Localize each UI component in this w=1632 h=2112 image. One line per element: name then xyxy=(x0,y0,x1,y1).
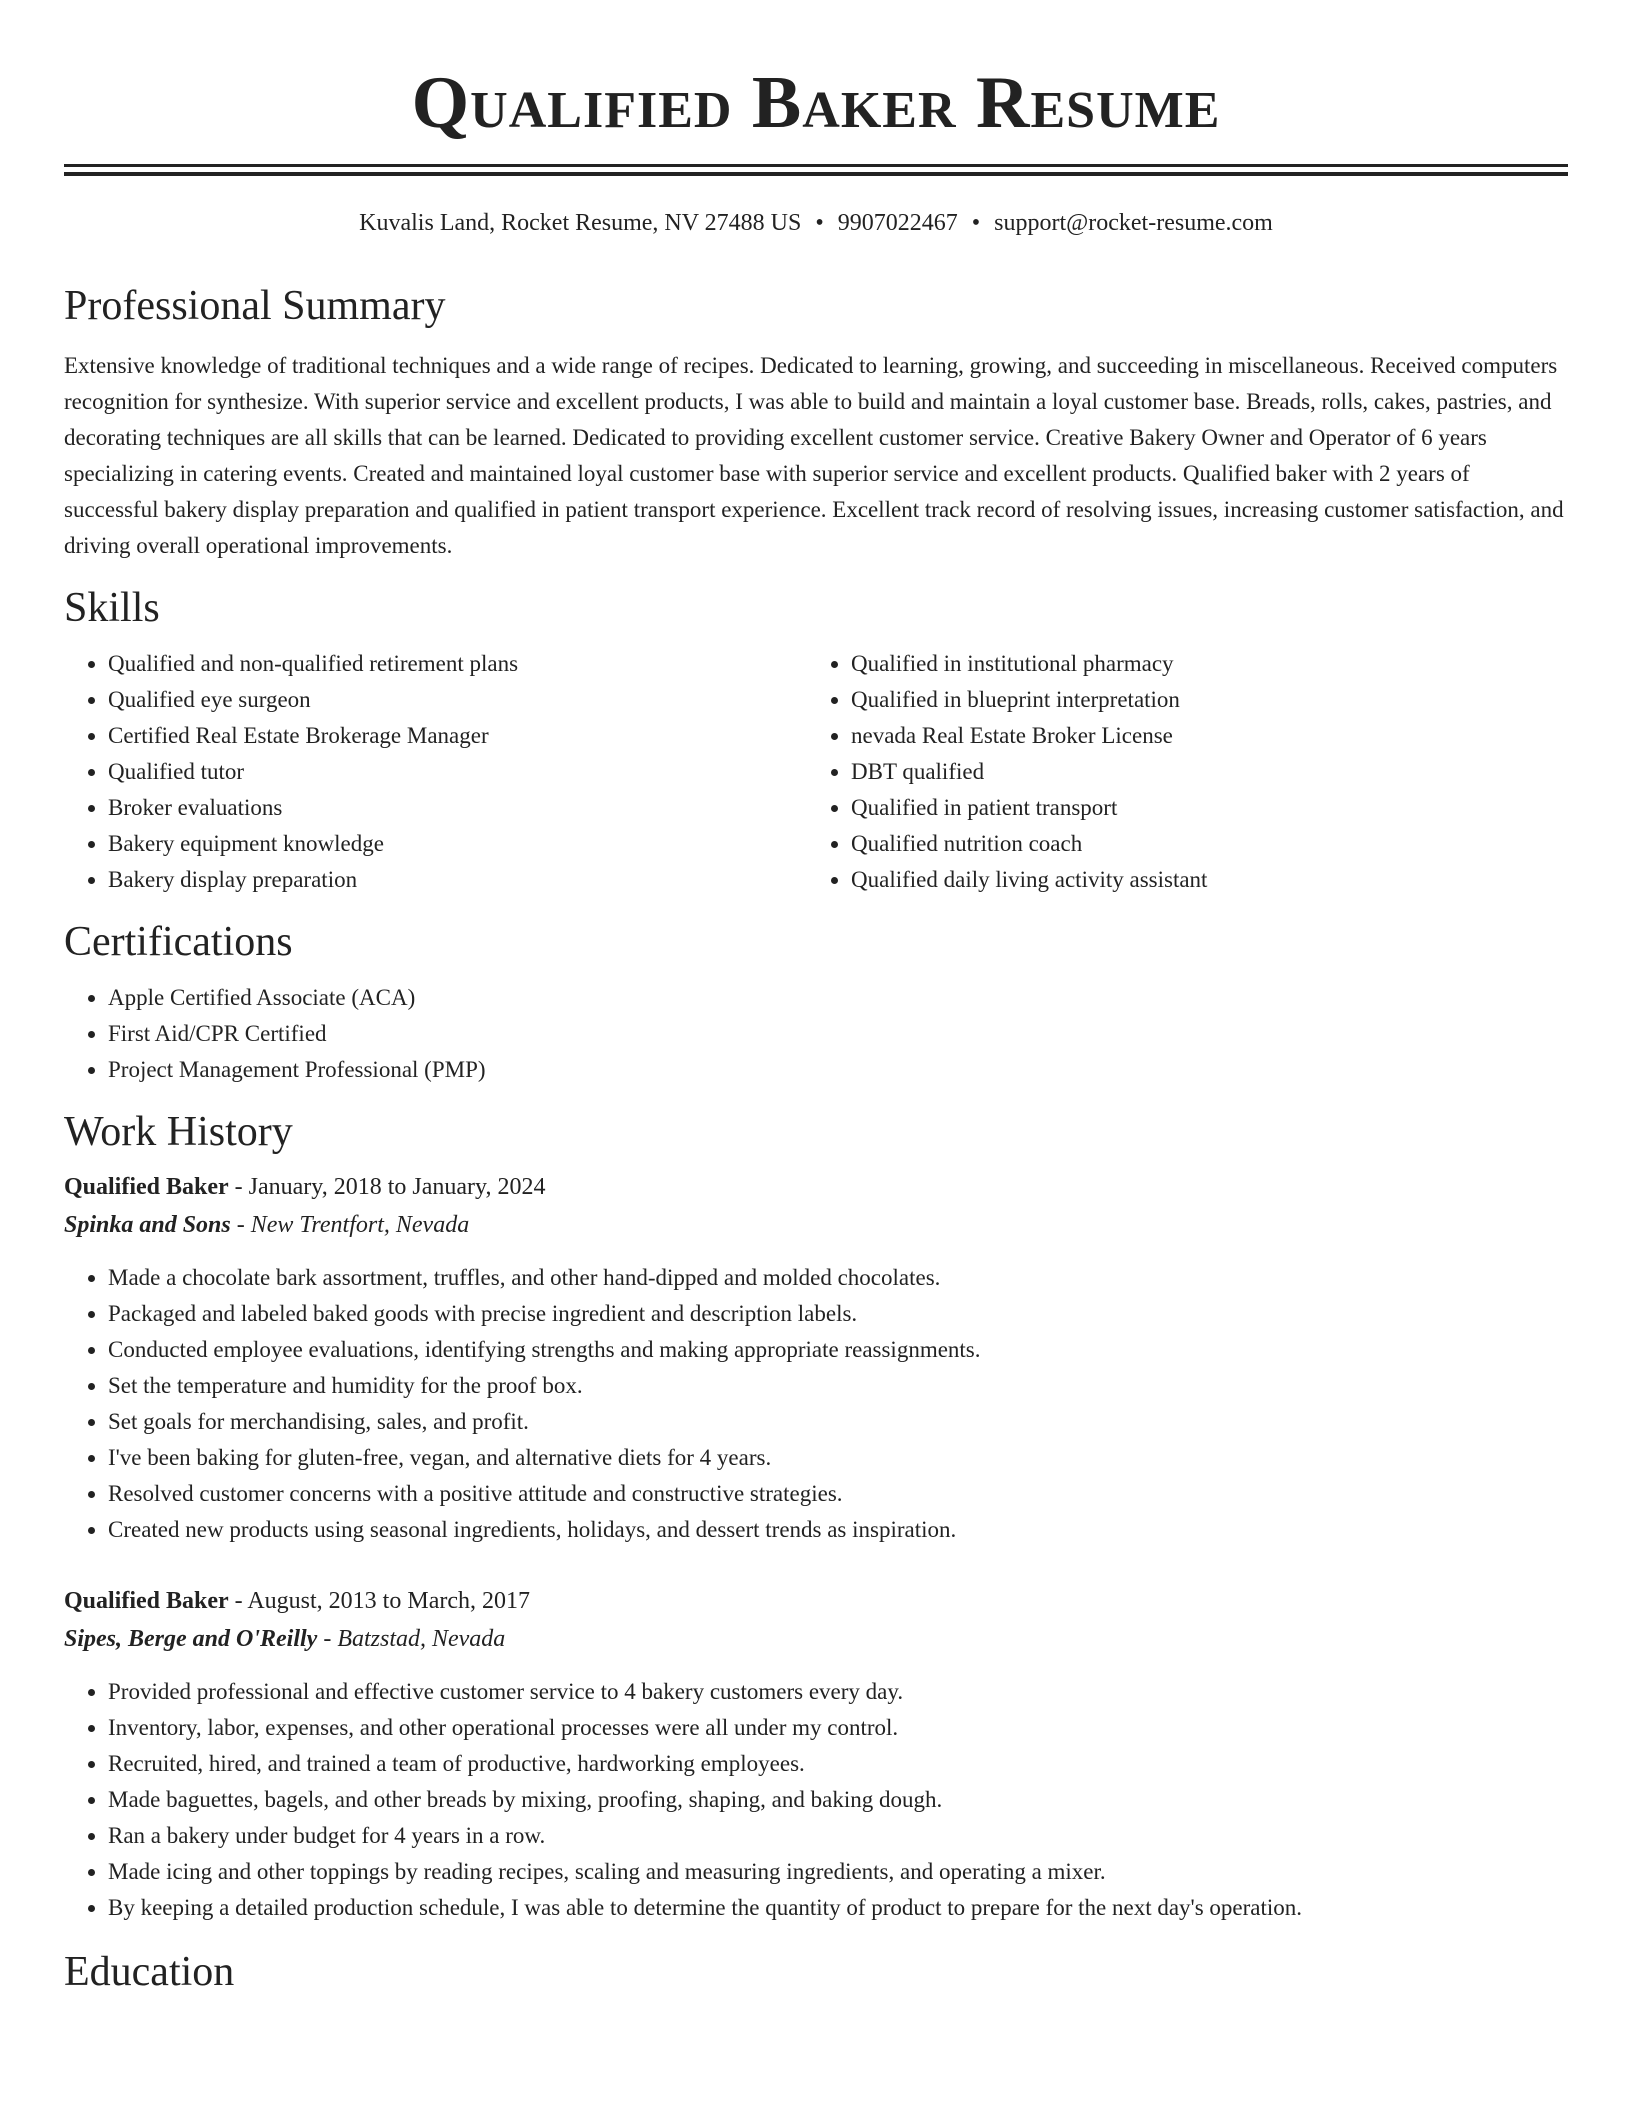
certifications-section xyxy=(64,916,1568,1088)
job-company: Sipes, Berge and O'Reilly xyxy=(64,1626,318,1652)
job-header xyxy=(64,1168,1568,1206)
job-bullet: • I've been baking for gluten-free, vegan, and alternative diets for 4 years. xyxy=(108,1440,1568,1476)
summary-section xyxy=(64,280,1568,564)
certifications-heading: Certifications xyxy=(64,919,293,965)
resume-title: Qualified Baker Resume xyxy=(411,62,1221,144)
job-title: Qualified Baker xyxy=(64,1588,229,1614)
job-bullet: • Resolved customer concerns with a positive attitude and constructive strategies. xyxy=(108,1476,1568,1512)
skill-item: • Qualified tutor xyxy=(108,754,807,790)
job-company-line xyxy=(64,1206,1568,1244)
job-company-line xyxy=(64,1620,1568,1658)
skills-right-column xyxy=(807,646,1550,898)
skills-list-left xyxy=(64,646,807,898)
skill-item: • Bakery display preparation xyxy=(108,862,807,898)
job-entry xyxy=(64,1168,1568,1548)
skill-item: • Qualified daily living activity assistant xyxy=(851,862,1550,898)
skill-item: • Certified Real Estate Brokerage Manager xyxy=(108,718,807,754)
title-divider-bottom xyxy=(64,172,1568,176)
contact-separator: • xyxy=(971,210,981,236)
job-bullet: • Made icing and other toppings by reading recipes, scaling and measuring ingredients, and operating a mixer. xyxy=(108,1854,1568,1890)
job-bullet: • Set goals for merchandising, sales, and profit. xyxy=(108,1404,1568,1440)
job-bullet: • By keeping a detailed production schedule, I was able to determine the quantity of product to prepare for the next day's operation. xyxy=(108,1890,1568,1926)
skills-heading: Skills xyxy=(64,585,160,631)
certification-item: • Project Management Professional (PMP) xyxy=(108,1052,1568,1088)
skills-list-right xyxy=(807,646,1550,898)
contact-email: support@rocket-resume.com xyxy=(994,210,1273,236)
work-history-section xyxy=(64,1106,1568,1926)
contact-address: Kuvalis Land, Rocket Resume, NV 27488 US xyxy=(359,210,802,236)
job-bullet: • Created new products using seasonal ingredients, holidays, and dessert trends as inspiration. xyxy=(108,1512,1568,1548)
contact-separator: • xyxy=(815,210,824,236)
job-bullet: • Packaged and labeled baked goods with precise ingredient and description labels. xyxy=(108,1296,1568,1332)
job-location: - New Trentfort, Nevada xyxy=(230,1212,470,1238)
job-bullet: • Made a chocolate bark assortment, truffles, and other hand-dipped and molded chocolates. xyxy=(108,1260,1568,1296)
job-bullet: • Inventory, labor, expenses, and other operational processes were all under my control. xyxy=(108,1710,1568,1746)
skills-columns xyxy=(64,646,1568,898)
skills-left-column xyxy=(64,646,807,898)
job-bullets xyxy=(64,1260,1568,1548)
certification-item: • First Aid/CPR Certified xyxy=(108,1016,1568,1052)
job-dates: - January, 2018 to January, 2024 xyxy=(228,1174,546,1200)
skills-section xyxy=(64,582,1568,898)
skill-item: • Qualified nutrition coach xyxy=(851,826,1550,862)
job-bullet: • Recruited, hired, and trained a team of productive, hardworking employees. xyxy=(108,1746,1568,1782)
job-company: Spinka and Sons xyxy=(64,1212,231,1238)
skill-item: • Qualified in blueprint interpretation xyxy=(851,682,1550,718)
skill-item: • Qualified eye surgeon xyxy=(108,682,807,718)
certifications-list xyxy=(64,980,1568,1088)
title-divider-top xyxy=(64,164,1568,167)
contact-phone: 9907022467 xyxy=(837,210,958,236)
job-bullet: • Ran a bakery under budget for 4 years in a row. xyxy=(108,1818,1568,1854)
skill-item: • nevada Real Estate Broker License xyxy=(851,718,1550,754)
summary-text: Extensive knowledge of traditional techniques and a wide range of recipes. Dedicated to learning, growing, and succeeding in miscellaneous. Received computers recognition for synthesize. With superior service and excellent products, I was able to build and maintain a loyal customer base. Breads, rolls, cakes, pastries, and decorating techniques are all skills that can be learned. Dedicated to providing excellent customer service. Creative Bakery Owner and Operator of 6 years specializing in catering events. Created and maintained loyal customer base with superior service and excellent products. Qualified baker with 2 years of successful bakery display preparation and qualified in patient transport experience. Excellent track record of resolving issues, increasing customer satisfaction, and driving overall operational improvements. xyxy=(64,353,1564,558)
skill-item: • Broker evaluations xyxy=(108,790,807,826)
work-history-heading: Work History xyxy=(64,1109,293,1155)
summary-heading: Professional Summary xyxy=(64,283,446,329)
skill-item: • Qualified in patient transport xyxy=(851,790,1550,826)
education-heading: Education xyxy=(64,1949,235,1995)
job-title: Qualified Baker xyxy=(64,1174,229,1200)
contact-line xyxy=(64,208,1568,238)
job-location: - Batzstad, Nevada xyxy=(317,1626,506,1652)
job-bullet: • Conducted employee evaluations, identifying strengths and making appropriate reassignments. xyxy=(108,1332,1568,1368)
education-section xyxy=(64,1946,1568,1998)
job-bullets xyxy=(64,1674,1568,1926)
job-bullet: • Provided professional and effective customer service to 4 bakery customers every day. xyxy=(108,1674,1568,1710)
job-dates: - August, 2013 to March, 2017 xyxy=(228,1588,530,1614)
job-entry xyxy=(64,1582,1568,1926)
certification-item: • Apple Certified Associate (ACA) xyxy=(108,980,1568,1016)
job-bullet: • Set the temperature and humidity for the proof box. xyxy=(108,1368,1568,1404)
skill-item: • Bakery equipment knowledge xyxy=(108,826,807,862)
skill-item: • DBT qualified xyxy=(851,754,1550,790)
job-header xyxy=(64,1582,1568,1620)
skill-item: • Qualified in institutional pharmacy xyxy=(851,646,1550,682)
skill-item: • Qualified and non-qualified retirement plans xyxy=(108,646,807,682)
job-bullet: • Made baguettes, bagels, and other breads by mixing, proofing, shaping, and baking dough. xyxy=(108,1782,1568,1818)
